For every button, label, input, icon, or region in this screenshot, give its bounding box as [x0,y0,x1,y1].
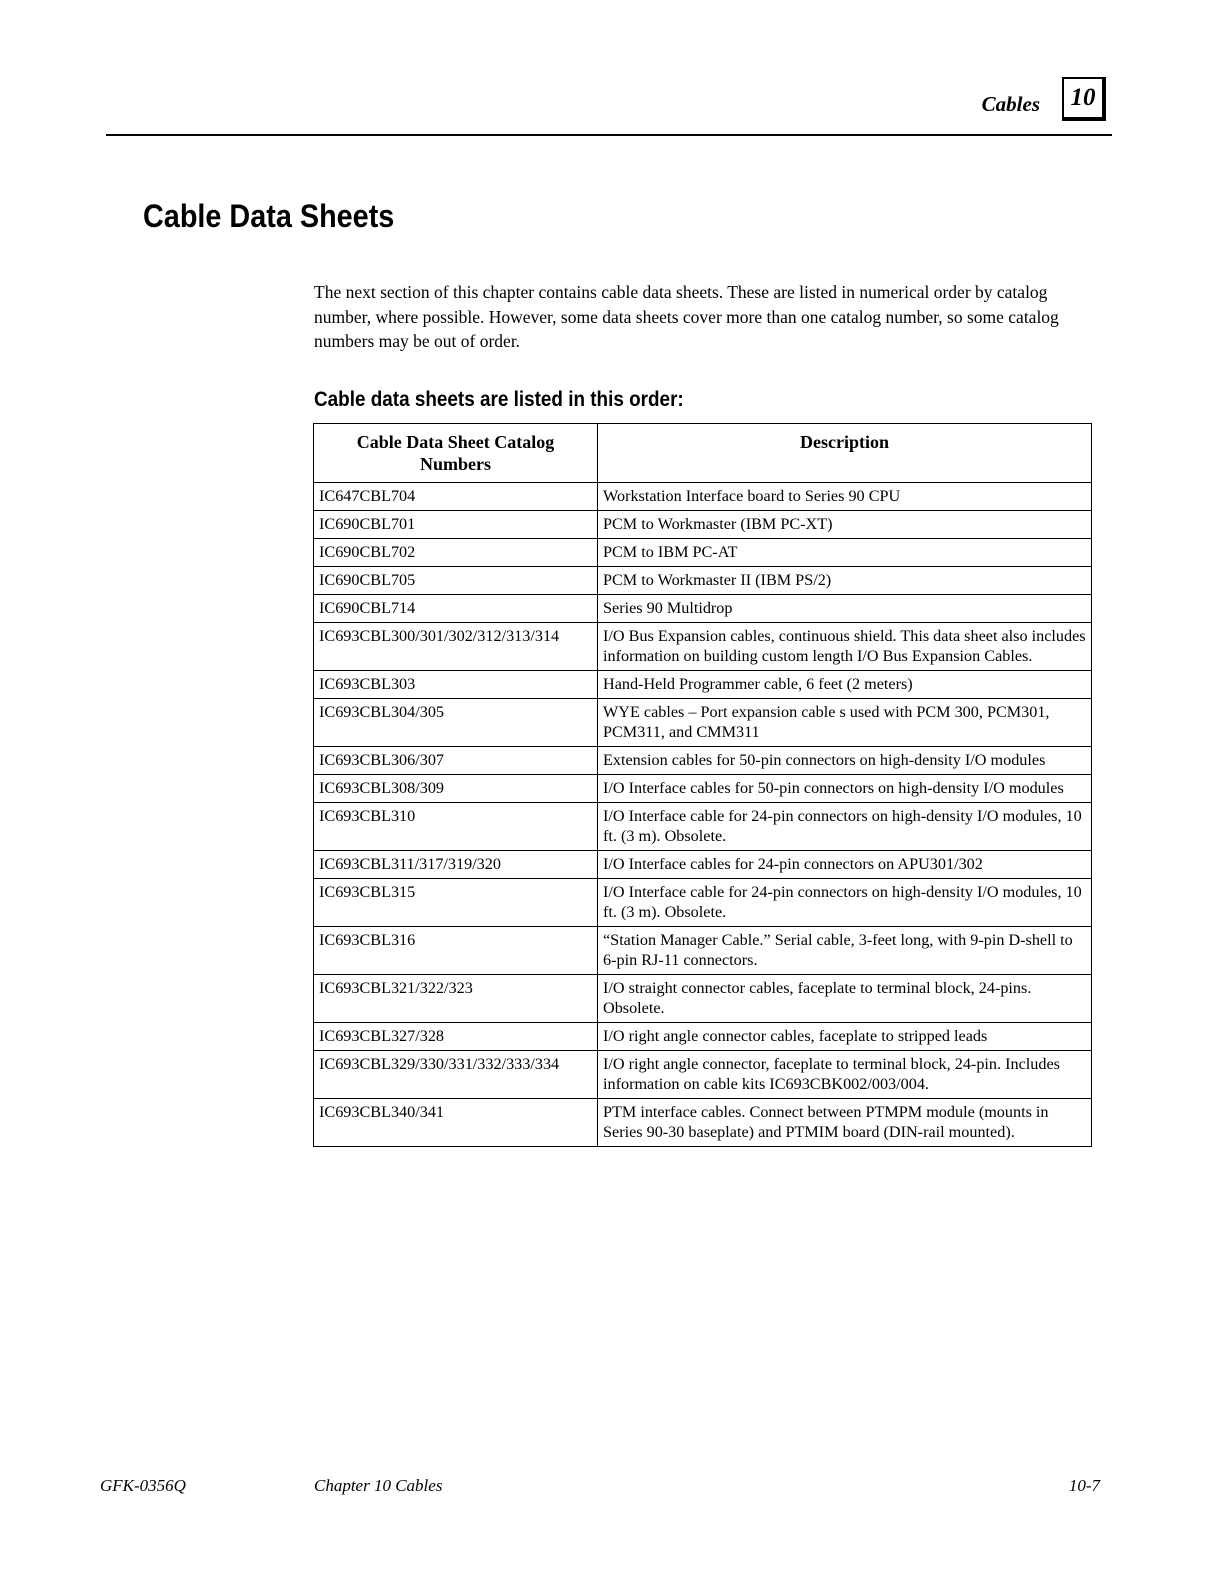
table-row [314,1051,1092,1099]
column-header-catalog: Cable Data Sheet Catalog Numbers [314,424,598,483]
table-row [314,747,1092,775]
table-row [314,483,1092,511]
table-row [314,927,1092,975]
description-cell: I/O right angle connector, faceplate to terminal block, 24-pin. Includes information on cable kits IC693CBK002/003/004. [598,1051,1092,1099]
description-cell: I/O straight connector cables, faceplate to terminal block, 24-pins. Obsolete. [598,975,1092,1023]
description-cell: WYE cables – Port expansion cable s used with PCM 300, PCM301, PCM311, and CMM311 [598,699,1092,747]
table-caption: Cable data sheets are listed in this order: [314,388,684,411]
cable-data-sheet-table [313,423,1092,1147]
catalog-number-cell: IC647CBL704 [314,483,598,511]
column-header-description: Description [598,424,1092,483]
description-cell: “Station Manager Cable.” Serial cable, 3-feet long, with 9-pin D-shell to 6-pin RJ-11 connectors. [598,927,1092,975]
catalog-number-cell: IC693CBL327/328 [314,1023,598,1051]
catalog-number-cell: IC690CBL701 [314,511,598,539]
catalog-number-cell: IC690CBL702 [314,539,598,567]
table-row [314,539,1092,567]
header-divider [106,134,1112,136]
table-row [314,803,1092,851]
catalog-number-cell: IC693CBL321/322/323 [314,975,598,1023]
catalog-number-cell: IC693CBL316 [314,927,598,975]
catalog-number-cell: IC693CBL300/301/302/312/313/314 [314,623,598,671]
catalog-number-cell: IC693CBL303 [314,671,598,699]
catalog-number-cell: IC693CBL329/330/331/332/333/334 [314,1051,598,1099]
table-row [314,879,1092,927]
description-cell: PCM to Workmaster (IBM PC-XT) [598,511,1092,539]
footer-doc-id: GFK-0356Q [100,1476,186,1495]
running-header-section: Cables [981,92,1040,116]
table-body [314,483,1092,1147]
catalog-number-cell: IC693CBL304/305 [314,699,598,747]
table-row [314,851,1092,879]
description-cell: I/O Interface cables for 50-pin connectors on high-density I/O modules [598,775,1092,803]
catalog-number-cell: IC693CBL315 [314,879,598,927]
catalog-number-cell: IC690CBL714 [314,595,598,623]
table-row [314,595,1092,623]
description-cell: Series 90 Multidrop [598,595,1092,623]
description-cell: I/O Interface cable for 24-pin connectors on high-density I/O modules, 10 ft. (3 m). Obsolete. [598,879,1092,927]
table-row [314,975,1092,1023]
table-row [314,567,1092,595]
page-title: Cable Data Sheets [143,198,395,234]
description-cell: PCM to Workmaster II (IBM PS/2) [598,567,1092,595]
description-cell: I/O Interface cable for 24-pin connectors on high-density I/O modules, 10 ft. (3 m). Obsolete. [598,803,1092,851]
description-cell: I/O right angle connector cables, faceplate to stripped leads [598,1023,1092,1051]
table-row [314,671,1092,699]
table-row [314,1099,1092,1147]
table-row [314,623,1092,671]
description-cell: I/O Bus Expansion cables, continuous shield. This data sheet also includes information on building custom length I/O Bus Expansion Cables. [598,623,1092,671]
description-cell: Workstation Interface board to Series 90 CPU [598,483,1092,511]
table-header-row [314,424,1092,483]
catalog-number-cell: IC693CBL340/341 [314,1099,598,1147]
catalog-number-cell: IC693CBL306/307 [314,747,598,775]
description-cell: Hand-Held Programmer cable, 6 feet (2 meters) [598,671,1092,699]
catalog-number-cell: IC690CBL705 [314,567,598,595]
description-cell: PCM to IBM PC-AT [598,539,1092,567]
footer-chapter: Chapter 10 Cables [314,1476,443,1495]
description-cell: I/O Interface cables for 24-pin connectors on APU301/302 [598,851,1092,879]
table-row [314,775,1092,803]
table-row [314,699,1092,747]
description-cell: PTM interface cables. Connect between PTMPM module (mounts in Series 90-30 baseplate) and PTMIM board (DIN-rail mounted). [598,1099,1092,1147]
chapter-number-box: 10 [1062,77,1106,121]
catalog-number-cell: IC693CBL311/317/319/320 [314,851,598,879]
footer-page-number: 10-7 [1068,1476,1100,1495]
catalog-number-cell: IC693CBL310 [314,803,598,851]
table-row [314,511,1092,539]
catalog-number-cell: IC693CBL308/309 [314,775,598,803]
description-cell: Extension cables for 50-pin connectors on high-density I/O modules [598,747,1092,775]
table-row [314,1023,1092,1051]
intro-paragraph: The next section of this chapter contains cable data sheets. These are listed in numerical order by catalog number, where possible. However, some data sheets cover more than one catalog number, so some catalog numbers may be out of order. [314,282,1059,351]
